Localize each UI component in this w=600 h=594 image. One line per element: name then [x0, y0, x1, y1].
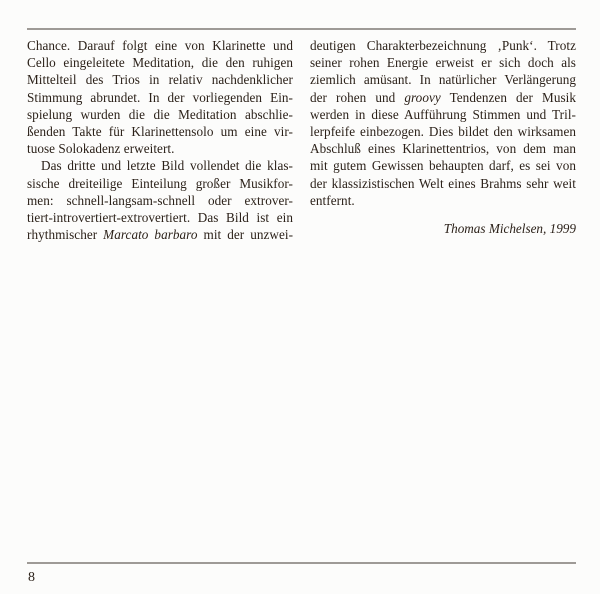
- bottom-rule: [27, 562, 576, 564]
- text-line: [27, 54, 293, 71]
- right-column-text: [310, 37, 576, 209]
- text-line: [27, 123, 293, 140]
- text-line: [310, 175, 576, 192]
- text-line: [27, 89, 293, 106]
- text-segment: ziemlich amüsant. In natürlicher Verlängerung: [310, 72, 576, 88]
- attribution: Thomas Michelsen, 1999: [443, 220, 576, 236]
- text-segment: spielung wurden die die Meditation abschlie-: [27, 106, 293, 122]
- text-line: [27, 37, 293, 54]
- left-column-text: [27, 37, 293, 243]
- top-rule: [27, 28, 576, 30]
- text-segment: deutigen Charakterbezeichnung ‚Punk‘. Trotz: [310, 38, 576, 53]
- text-line: [27, 226, 293, 243]
- text-line: [27, 140, 293, 157]
- text-line: [310, 140, 576, 157]
- text-segment: rhythmischer: [27, 227, 104, 243]
- text-line: [310, 37, 576, 54]
- page-number: 8: [28, 570, 35, 585]
- text-segment: Abschluß eines Klarinettentrios, von dem man: [310, 141, 576, 157]
- text-segment: tiert-introvertiert-extrovertiert. Das Bild ist ein: [27, 209, 293, 225]
- right-column: [310, 37, 576, 243]
- text-line: [310, 89, 576, 106]
- italic-text-segment: Marcato barbaro: [103, 227, 198, 243]
- text-segment: Mittelteil des Trios in relativ nachdenklicher: [27, 72, 293, 88]
- text-line: [310, 157, 576, 174]
- text-segment: Chance. Darauf folgt eine von Klarinette und: [27, 38, 293, 53]
- text-segment: Das dritte und letzte Bild vollendet die klas-: [41, 158, 293, 174]
- left-column: [27, 37, 293, 243]
- text-segment: Cello eingeleitete Meditation, die den ruhigen: [27, 55, 293, 71]
- text-segment: entfernt.: [310, 192, 355, 208]
- text-line: [27, 192, 293, 209]
- text-line: [27, 106, 293, 123]
- text-segment: mit der unzwei-: [197, 227, 293, 243]
- text-line: [310, 54, 576, 71]
- text-line: [310, 71, 576, 88]
- text-columns: [27, 37, 576, 243]
- text-line: [310, 106, 576, 123]
- text-segment: lerpfeife einbezogen. Dies bildet den wirksamen: [310, 123, 576, 139]
- italic-text-segment: groovy: [404, 89, 441, 105]
- text-segment: Stimmung abrundet. In der vorliegenden Ein-: [27, 89, 293, 105]
- text-segment: Tendenzen der Musik: [440, 89, 576, 105]
- text-line: [27, 157, 293, 174]
- text-segment: werden in diese Aufführung Stimmen und Tril-: [310, 106, 576, 122]
- text-line: [310, 123, 576, 140]
- text-segment: der klassizistischen Welt eines Brahms sehr weit: [310, 175, 576, 191]
- text-segment: ßenden Takte für Klarinettensolo um eine vir-: [27, 123, 293, 139]
- text-segment: der rohen und: [310, 89, 405, 105]
- text-line: [27, 175, 293, 192]
- text-segment: tuose Solokadenz erweitert.: [27, 141, 175, 157]
- text-line: [27, 71, 293, 88]
- text-segment: men: schnell-langsam-schnell oder extrover-: [27, 192, 293, 208]
- text-line: [310, 192, 576, 209]
- text-line: [27, 209, 293, 226]
- text-segment: sische dreiteilige Einteilung großer Musikfor-: [27, 175, 293, 191]
- text-segment: mit gutem Gewissen behaupten darf, es sei von: [310, 158, 576, 174]
- text-segment: seiner rohen Energie erweist er sich doch als: [310, 55, 576, 71]
